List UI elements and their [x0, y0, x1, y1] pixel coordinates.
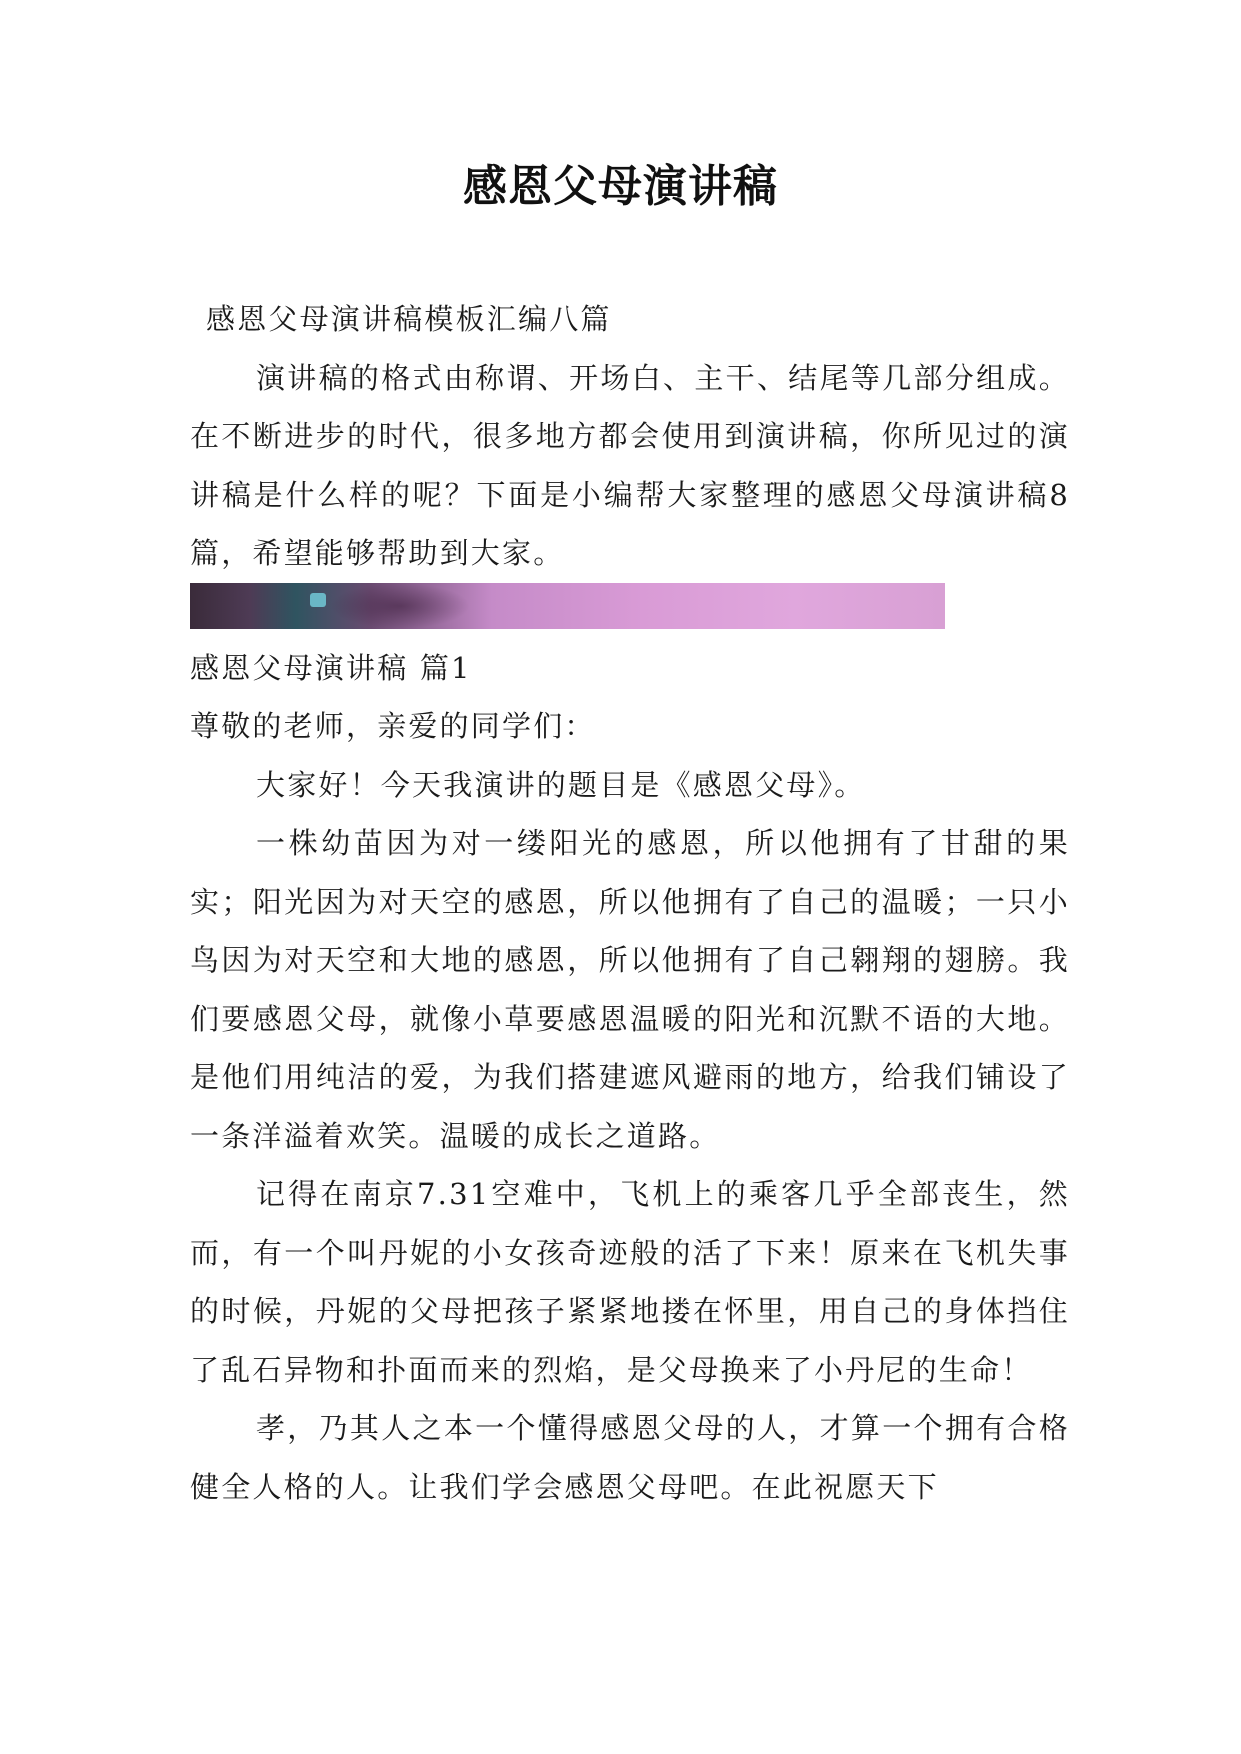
- paragraph-gratitude: 一株幼苗因为对一缕阳光的感恩，所以他拥有了甘甜的果实；阳光因为对天空的感恩，所以他拥有了自己的温暖；一只小鸟因为对天空和大地的感恩，所以他拥有了自己翱翔的翅膀。我们要感恩父母，就像小草要感恩温暖的阳光和沉默不语的大地。是他们用纯洁的爱，为我们搭建遮风避雨的地方，给我们铺设了一条洋溢着欢笑。温暖的成长之道路。: [190, 826, 1070, 1153]
- intro-paragraph: 演讲稿的格式由称谓、开场白、主干、结尾等几部分组成。在不断进步的时代，很多地方都会使用到演讲稿，你所见过的演讲稿是什么样的呢？下面是小编帮大家整理的感恩父母演讲稿8篇，希望能够帮助到大家。: [190, 360, 1070, 570]
- document-title: 感恩父母演讲稿: [463, 161, 778, 212]
- banner-shade: [330, 583, 470, 629]
- salutation: 尊敬的老师，亲爱的同学们：: [190, 709, 596, 743]
- document-body: [190, 290, 1070, 1516]
- banner-image: [190, 583, 945, 629]
- paragraph-story: 记得在南京7.31空难中，飞机上的乘客几乎全部丧生，然而，有一个叫丹妮的小女孩奇迹般的活了下来！原来在飞机失事的时候，丹妮的父母把孩子紧紧地搂在怀里，用自己的身体挡住了乱石异物和扑面而来的烈焰，是父母换来了小丹尼的生命！: [190, 1177, 1070, 1387]
- document-subtitle: 感恩父母演讲稿模板汇编八篇: [206, 302, 612, 336]
- paragraph-filial: 孝，乃其人之本一个懂得感恩父母的人，才算一个拥有合格健全人格的人。让我们学会感恩父母吧。在此祝愿天下: [190, 1411, 1070, 1504]
- section-heading: 感恩父母演讲稿 篇1: [190, 650, 472, 685]
- banner-highlight: [310, 593, 326, 607]
- paragraph-greeting: 大家好！今天我演讲的题目是《感恩父母》。: [256, 767, 866, 802]
